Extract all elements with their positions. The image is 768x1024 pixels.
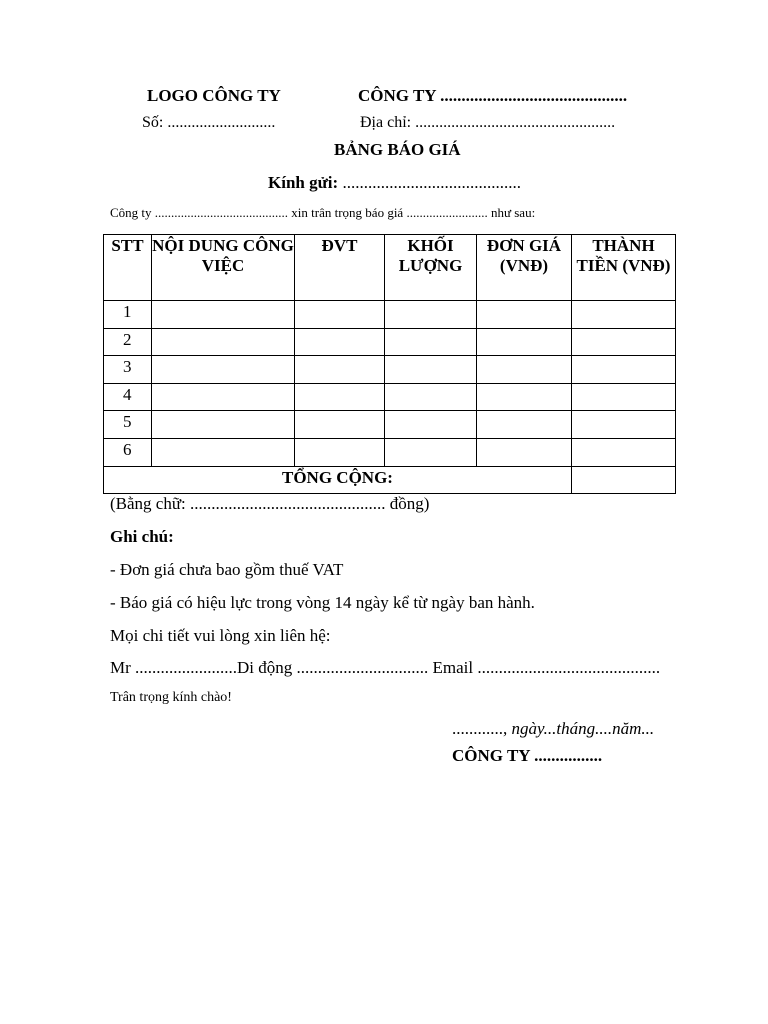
- row-number: 3: [104, 356, 152, 384]
- signature-company: CÔNG TY ................: [452, 746, 603, 765]
- table-row: [104, 383, 676, 411]
- table-cell: [152, 438, 295, 466]
- table-cell: [385, 356, 477, 384]
- table-cell: [572, 301, 676, 329]
- table-row: [104, 328, 676, 356]
- table-header-row: [104, 235, 676, 301]
- date-text: ngày...tháng....năm...: [511, 719, 655, 738]
- column-header-unit-price: ĐƠN GIÁ (VNĐ): [477, 235, 572, 301]
- table-cell: [385, 438, 477, 466]
- column-header-unit: ĐVT: [295, 235, 385, 301]
- row-number: 1: [104, 301, 152, 329]
- notes-title: Ghi chú:: [110, 527, 174, 546]
- table-cell: [152, 356, 295, 384]
- table-cell: [295, 411, 385, 439]
- table-cell: [295, 383, 385, 411]
- address-line: Địa chỉ: ..................................................: [360, 114, 616, 131]
- contact-intro: Mọi chi tiết vui lòng xin liên hệ:: [110, 626, 331, 645]
- table-cell: [477, 356, 572, 384]
- table-cell: [385, 328, 477, 356]
- table-cell: [152, 301, 295, 329]
- date-place-dots: ............,: [452, 719, 512, 738]
- quote-table: [103, 234, 676, 494]
- table-cell: [295, 356, 385, 384]
- table-row: [104, 356, 676, 384]
- table-row: [104, 301, 676, 329]
- note-item: - Đơn giá chưa bao gồm thuế VAT: [110, 560, 344, 579]
- table-total-row: [104, 466, 676, 494]
- table-row: [104, 438, 676, 466]
- table-cell: [385, 301, 477, 329]
- greeting-label: Kính gửi:: [268, 173, 339, 192]
- table-cell: [477, 328, 572, 356]
- table-cell: [572, 383, 676, 411]
- total-value-cell: [572, 466, 676, 494]
- total-label: TỔNG CỘNG:: [104, 466, 572, 494]
- row-number: 4: [104, 383, 152, 411]
- document-title: BẢNG BÁO GIÁ: [334, 140, 461, 159]
- closing-text: Trân trọng kính chào!: [110, 690, 232, 705]
- table-cell: [385, 383, 477, 411]
- column-header-stt: STT: [104, 235, 152, 301]
- column-header-quantity: KHỐI LƯỢNG: [385, 235, 477, 301]
- table-cell: [385, 411, 477, 439]
- table-cell: [572, 438, 676, 466]
- table-cell: [477, 301, 572, 329]
- table-cell: [152, 328, 295, 356]
- column-header-content: NỘI DUNG CÔNG VIỆC: [152, 235, 295, 301]
- contact-line: Mr ........................Di động ............................... Email ...........................................: [110, 658, 661, 677]
- date-line: [452, 719, 654, 739]
- table-cell: [572, 328, 676, 356]
- column-header-total: THÀNH TIỀN (VNĐ): [572, 235, 676, 301]
- table-cell: [477, 411, 572, 439]
- note-item: - Báo giá có hiệu lực trong vòng 14 ngày kể từ ngày ban hành.: [110, 593, 535, 612]
- table-cell: [295, 438, 385, 466]
- table-cell: [295, 328, 385, 356]
- table-cell: [477, 383, 572, 411]
- table-cell: [152, 411, 295, 439]
- logo-placeholder: LOGO CÔNG TY: [147, 86, 281, 105]
- table-cell: [572, 411, 676, 439]
- greeting-line: [268, 173, 521, 193]
- document-number-line: Số: ...........................: [142, 114, 276, 131]
- table-cell: [572, 356, 676, 384]
- table-row: [104, 411, 676, 439]
- greeting-dots: ..........................................: [338, 173, 521, 192]
- intro-text: Công ty ......................................... xin trân trọng báo giá ......................... như sau:: [110, 205, 536, 220]
- table-cell: [295, 301, 385, 329]
- row-number: 5: [104, 411, 152, 439]
- table-cell: [477, 438, 572, 466]
- row-number: 6: [104, 438, 152, 466]
- table-cell: [152, 383, 295, 411]
- company-name-line: CÔNG TY ............................................: [358, 86, 628, 105]
- amount-in-words: (Bằng chữ: .............................................. đồng): [110, 494, 430, 513]
- row-number: 2: [104, 328, 152, 356]
